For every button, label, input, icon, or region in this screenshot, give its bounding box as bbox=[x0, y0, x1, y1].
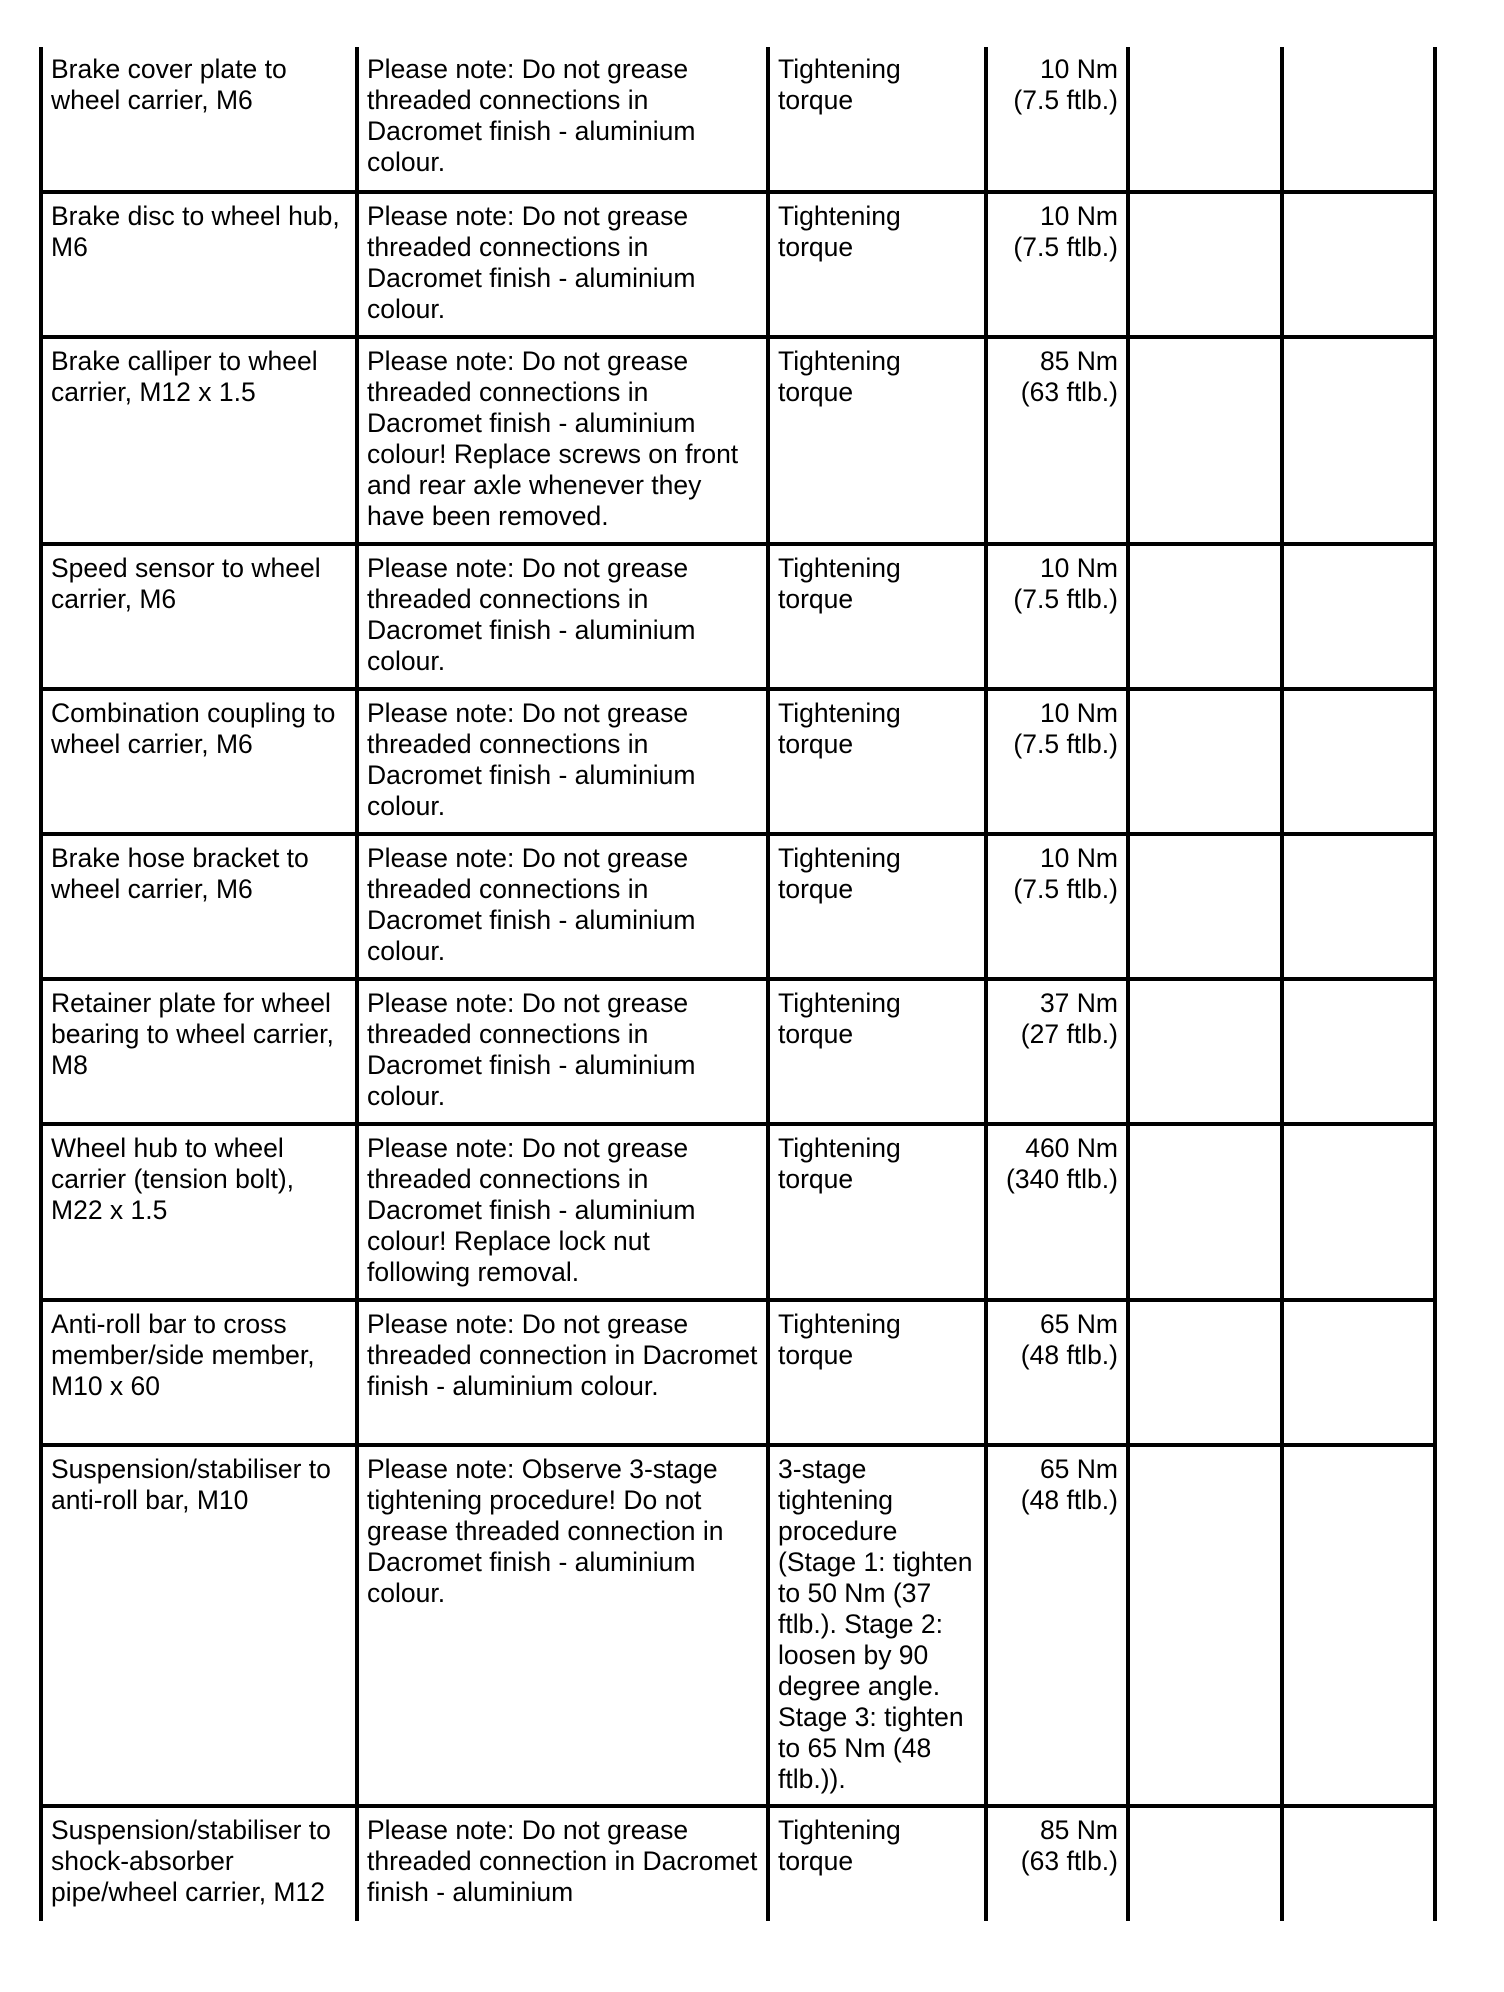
component-cell: Brake hose bracket to wheel carrier, M6 bbox=[41, 834, 357, 979]
torque-ftlb: (48 ftlb.) bbox=[1020, 1340, 1118, 1370]
empty-cell bbox=[1282, 192, 1435, 337]
component-cell: Brake calliper to wheel carrier, M12 x 1.5 bbox=[41, 337, 357, 544]
empty-cell bbox=[1128, 47, 1282, 192]
table-row bbox=[41, 1806, 1435, 1921]
empty-cell bbox=[1282, 979, 1435, 1124]
torque-nm: 85 Nm bbox=[1039, 1815, 1118, 1845]
empty-cell bbox=[1128, 1124, 1282, 1300]
torque-nm: 10 Nm bbox=[1039, 698, 1118, 728]
empty-cell bbox=[1282, 689, 1435, 834]
empty-cell bbox=[1128, 192, 1282, 337]
type-cell: Tightening torque bbox=[768, 192, 986, 337]
empty-cell bbox=[1128, 979, 1282, 1124]
torque-ftlb: (7.5 ftlb.) bbox=[1013, 85, 1118, 115]
table-row bbox=[41, 1445, 1435, 1806]
torque-nm: 37 Nm bbox=[1039, 988, 1118, 1018]
empty-cell bbox=[1128, 1806, 1282, 1921]
torque-nm: 10 Nm bbox=[1039, 54, 1118, 84]
empty-cell bbox=[1282, 544, 1435, 689]
empty-cell bbox=[1282, 1445, 1435, 1806]
note-cell: Please note: Do not grease threaded connections in Dacromet finish - aluminium colour. bbox=[357, 47, 768, 192]
torque-nm: 10 Nm bbox=[1039, 843, 1118, 873]
torque-ftlb: (7.5 ftlb.) bbox=[1013, 584, 1118, 614]
torque-ftlb: (7.5 ftlb.) bbox=[1013, 232, 1118, 262]
torque-ftlb: (340 ftlb.) bbox=[1006, 1164, 1118, 1194]
value-cell bbox=[986, 834, 1128, 979]
torque-ftlb: (27 ftlb.) bbox=[1020, 1019, 1118, 1049]
note-cell: Please note: Do not grease threaded connections in Dacromet finish - aluminium colour. bbox=[357, 979, 768, 1124]
component-cell: Brake disc to wheel hub, M6 bbox=[41, 192, 357, 337]
value-cell bbox=[986, 1124, 1128, 1300]
torque-spec-table bbox=[39, 47, 1437, 1921]
torque-nm: 10 Nm bbox=[1039, 553, 1118, 583]
note-cell: Please note: Do not grease threaded connections in Dacromet finish - aluminium colour. bbox=[357, 834, 768, 979]
torque-ftlb: (48 ftlb.) bbox=[1020, 1485, 1118, 1515]
value-cell bbox=[986, 337, 1128, 544]
component-cell: Speed sensor to wheel carrier, M6 bbox=[41, 544, 357, 689]
note-cell: Please note: Do not grease threaded connections in Dacromet finish - aluminium colour! Replace lock nut following removal. bbox=[357, 1124, 768, 1300]
note-cell: Please note: Do not grease threaded connections in Dacromet finish - aluminium colour. bbox=[357, 689, 768, 834]
type-cell: Tightening torque bbox=[768, 1806, 986, 1921]
note-cell: Please note: Do not grease threaded connections in Dacromet finish - aluminium colour. bbox=[357, 192, 768, 337]
torque-ftlb: (63 ftlb.) bbox=[1020, 377, 1118, 407]
component-cell: Retainer plate for wheel bearing to wheel carrier, M8 bbox=[41, 979, 357, 1124]
value-cell bbox=[986, 544, 1128, 689]
empty-cell bbox=[1282, 1124, 1435, 1300]
table-row bbox=[41, 834, 1435, 979]
torque-nm: 65 Nm bbox=[1039, 1454, 1118, 1484]
note-cell: Please note: Do not grease threaded connections in Dacromet finish - aluminium colour. bbox=[357, 544, 768, 689]
empty-cell bbox=[1128, 689, 1282, 834]
type-cell: Tightening torque bbox=[768, 47, 986, 192]
torque-nm: 460 Nm bbox=[1025, 1133, 1118, 1163]
value-cell bbox=[986, 979, 1128, 1124]
table-row bbox=[41, 1124, 1435, 1300]
empty-cell bbox=[1282, 1300, 1435, 1445]
empty-cell bbox=[1282, 834, 1435, 979]
type-cell: Tightening torque bbox=[768, 979, 986, 1124]
empty-cell bbox=[1282, 47, 1435, 192]
type-cell: 3-stage tightening procedure (Stage 1: tighten to 50 Nm (37 ftlb.). Stage 2: loosen by 90 degree angle. Stage 3: tighten to 65 Nm (48 ftlb.)). bbox=[768, 1445, 986, 1806]
torque-ftlb: (63 ftlb.) bbox=[1020, 1846, 1118, 1876]
type-cell: Tightening torque bbox=[768, 689, 986, 834]
torque-nm: 10 Nm bbox=[1039, 201, 1118, 231]
table-row bbox=[41, 979, 1435, 1124]
torque-nm: 65 Nm bbox=[1039, 1309, 1118, 1339]
value-cell bbox=[986, 192, 1128, 337]
empty-cell bbox=[1128, 337, 1282, 544]
component-cell: Brake cover plate to wheel carrier, M6 bbox=[41, 47, 357, 192]
note-cell: Please note: Do not grease threaded connection in Dacromet finish - aluminium colour. bbox=[357, 1300, 768, 1445]
component-cell: Suspension/stabiliser to anti-roll bar, M10 bbox=[41, 1445, 357, 1806]
type-cell: Tightening torque bbox=[768, 337, 986, 544]
component-cell: Anti-roll bar to cross member/side member, M10 x 60 bbox=[41, 1300, 357, 1445]
table-row bbox=[41, 47, 1435, 192]
note-cell: Please note: Do not grease threaded connection in Dacromet finish - aluminium bbox=[357, 1806, 768, 1921]
torque-ftlb: (7.5 ftlb.) bbox=[1013, 874, 1118, 904]
type-cell: Tightening torque bbox=[768, 544, 986, 689]
empty-cell bbox=[1128, 834, 1282, 979]
note-cell: Please note: Observe 3-stage tightening procedure! Do not grease threaded connection in Dacromet finish - aluminium colour. bbox=[357, 1445, 768, 1806]
empty-cell bbox=[1282, 337, 1435, 544]
value-cell bbox=[986, 1300, 1128, 1445]
table-row bbox=[41, 192, 1435, 337]
table-row bbox=[41, 337, 1435, 544]
value-cell bbox=[986, 47, 1128, 192]
type-cell: Tightening torque bbox=[768, 834, 986, 979]
table-row bbox=[41, 1300, 1435, 1445]
note-cell: Please note: Do not grease threaded connections in Dacromet finish - aluminium colour! Replace screws on front and rear axle whenever they have been removed. bbox=[357, 337, 768, 544]
empty-cell bbox=[1128, 544, 1282, 689]
value-cell bbox=[986, 1806, 1128, 1921]
component-cell: Suspension/stabiliser to shock-absorber pipe/wheel carrier, M12 bbox=[41, 1806, 357, 1921]
empty-cell bbox=[1282, 1806, 1435, 1921]
table-row bbox=[41, 689, 1435, 834]
empty-cell bbox=[1128, 1300, 1282, 1445]
value-cell bbox=[986, 689, 1128, 834]
empty-cell bbox=[1128, 1445, 1282, 1806]
torque-nm: 85 Nm bbox=[1039, 346, 1118, 376]
component-cell: Combination coupling to wheel carrier, M6 bbox=[41, 689, 357, 834]
table-row bbox=[41, 544, 1435, 689]
type-cell: Tightening torque bbox=[768, 1300, 986, 1445]
value-cell bbox=[986, 1445, 1128, 1806]
torque-ftlb: (7.5 ftlb.) bbox=[1013, 729, 1118, 759]
component-cell: Wheel hub to wheel carrier (tension bolt), M22 x 1.5 bbox=[41, 1124, 357, 1300]
type-cell: Tightening torque bbox=[768, 1124, 986, 1300]
